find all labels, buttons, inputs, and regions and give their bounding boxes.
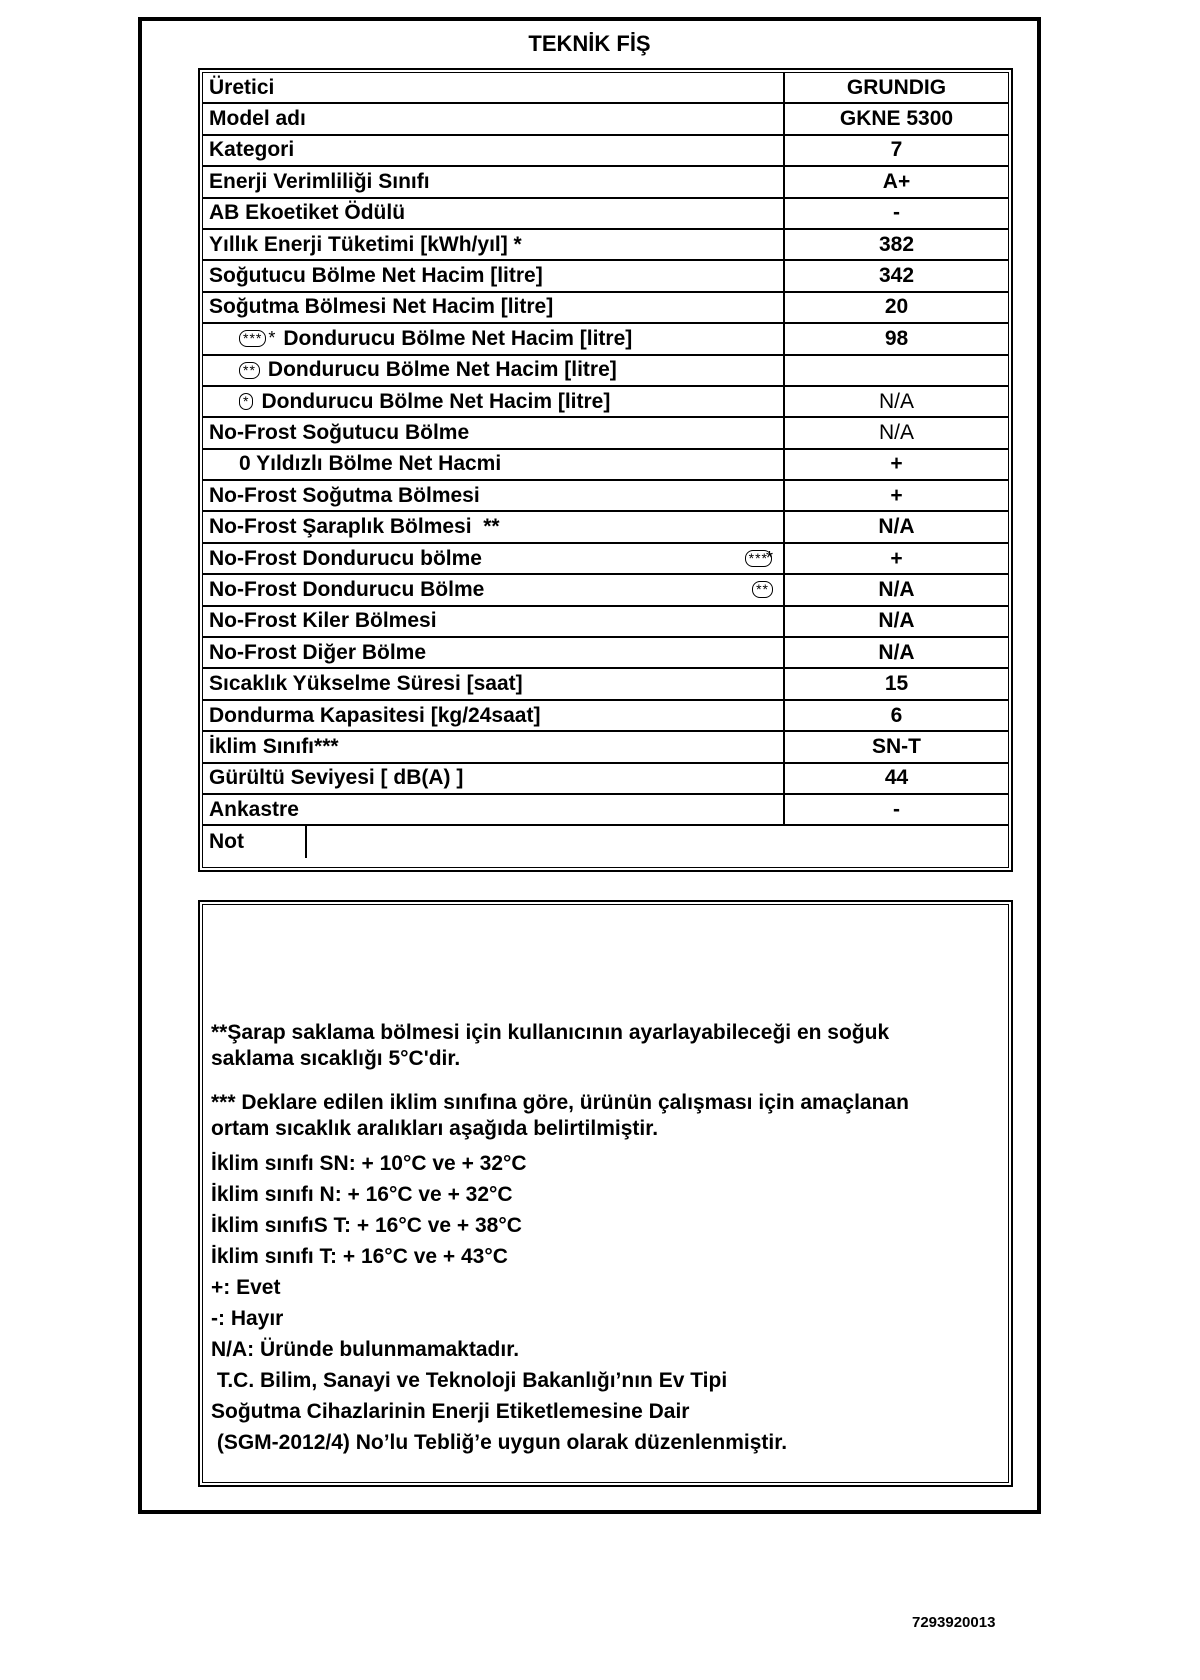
spec-label	[209, 795, 779, 824]
spec-label-text: Soğutucu Bölme Net Hacim [litre]	[209, 264, 543, 288]
climate-class-sn: İklim sınıfı SN: + 10°C ve + 32°C	[211, 1152, 527, 1175]
climate-class-n: İklim sınıfı N: + 16°C ve + 32°C	[211, 1183, 513, 1206]
spec-value: +	[890, 452, 903, 476]
spec-row	[203, 230, 1008, 261]
notes-text	[211, 1020, 1000, 1458]
spec-row	[203, 104, 1008, 135]
one-star-freezer-icon: *	[239, 393, 253, 410]
spec-label-text: Dondurma Kapasitesi [kg/24saat]	[209, 703, 541, 727]
spec-label	[209, 764, 779, 793]
spec-label	[239, 387, 809, 416]
specs-rows	[202, 72, 1009, 868]
spec-label-text: Soğutma Bölmesi Net Hacim [litre]	[209, 295, 554, 319]
spec-label-text: No-Frost Soğutma Bölmesi	[209, 483, 480, 507]
spec-row	[203, 73, 1008, 104]
spec-row	[203, 638, 1008, 669]
four-star-freezer-icon: ***	[239, 330, 266, 347]
spec-label	[209, 607, 779, 636]
star-tail-icon: *	[268, 328, 276, 349]
technical-sheet-frame	[138, 17, 1041, 1514]
two-star-freezer-icon: **	[752, 581, 773, 598]
star-tail-icon: *	[765, 548, 773, 569]
spec-label	[209, 732, 779, 761]
spec-label	[209, 826, 779, 857]
spec-row	[203, 512, 1008, 543]
spec-label-text: No-Frost Dondurucu Bölme	[209, 577, 485, 601]
spec-row	[203, 669, 1008, 700]
spec-value: 15	[884, 672, 909, 696]
spec-value: 20	[884, 295, 909, 319]
spec-row	[203, 199, 1008, 230]
spec-label	[209, 512, 779, 541]
spec-value: -	[893, 797, 900, 821]
spec-row	[203, 324, 1008, 355]
spec-value: 382	[878, 232, 915, 256]
regulation-line-3: (SGM-2012/4) No’lu Tebliğ’e uygun olarak düzenlenmiştir.	[211, 1431, 788, 1454]
spec-label-text: No-Frost Dondurucu bölme	[209, 546, 482, 570]
spec-label	[209, 230, 779, 259]
spec-row	[203, 136, 1008, 167]
spec-label	[209, 261, 779, 290]
spec-row	[203, 481, 1008, 512]
sheet-title: TEKNİK FİŞ	[528, 31, 651, 56]
spec-label-text: Ankastre	[209, 797, 299, 821]
document-code: 7293920013	[912, 1614, 996, 1631]
spec-label-text: No-Frost Soğutucu Bölme	[209, 420, 470, 444]
spec-label	[209, 73, 779, 102]
spec-value: 342	[878, 264, 915, 288]
spec-label-text: No-Frost Diğer Bölme	[209, 640, 427, 664]
spec-value: 44	[884, 766, 909, 790]
spec-label-text: 0 Yıldızlı Bölme Net Hacmi	[239, 452, 502, 476]
spec-label	[209, 575, 779, 604]
spec-label-text: No-Frost Şaraplık Bölmesi **	[209, 515, 500, 539]
spec-label	[239, 356, 809, 385]
spec-row	[203, 544, 1008, 575]
spec-label-text: Dondurucu Bölme Net Hacim [litre]	[283, 326, 633, 350]
spec-value: +	[890, 546, 903, 570]
spec-label-text: No-Frost Kiler Bölmesi	[209, 609, 437, 633]
spec-row	[203, 167, 1008, 198]
note-divider	[305, 826, 307, 857]
spec-row	[203, 575, 1008, 606]
spec-value: N/A	[878, 640, 915, 664]
spec-row	[203, 701, 1008, 732]
four-star-freezer-icon: ***	[745, 550, 772, 567]
climate-class-t: İklim sınıfı T: + 16°C ve + 43°C	[211, 1245, 508, 1268]
spec-row	[203, 607, 1008, 638]
spec-right-icon	[752, 575, 773, 604]
spec-value: 7	[890, 138, 903, 162]
spec-label	[209, 136, 779, 165]
spec-value: 6	[890, 703, 903, 727]
spec-row	[203, 732, 1008, 763]
notes-box	[198, 900, 1013, 1487]
spec-label	[209, 104, 779, 133]
spec-row	[203, 293, 1008, 324]
spec-value: 98	[884, 326, 909, 350]
legend-na: N/A: Üründe bulunmamaktadır.	[211, 1338, 520, 1361]
spec-label-text: Enerji Verimliliği Sınıfı	[209, 169, 430, 193]
spec-row	[203, 387, 1008, 418]
spec-value: N/A	[878, 515, 915, 539]
two-star-freezer-icon: **	[239, 362, 260, 379]
spec-label	[209, 701, 779, 730]
spec-value: N/A	[878, 420, 914, 444]
spec-value: SN-T	[872, 734, 921, 758]
spec-label-text: Dondurucu Bölme Net Hacim [litre]	[267, 358, 617, 382]
spec-value	[785, 356, 1008, 385]
spec-value: N/A	[878, 577, 915, 601]
spec-label	[209, 544, 779, 573]
spec-value: +	[890, 483, 903, 507]
climate-class-st: İklim sınıfıS T: + 16°C ve + 38°C	[211, 1214, 522, 1237]
spec-row	[203, 826, 1008, 857]
spec-label	[209, 199, 779, 228]
spec-label	[209, 669, 779, 698]
wine-note: **Şarap saklama bölmesi için kullanıcının ayarlayabileceği en soğuk saklama sıcaklığı 5°C'dir.	[211, 1021, 890, 1070]
spec-label	[239, 324, 809, 353]
spec-label-text: Gürültü Seviyesi [ dB(A) ]	[209, 766, 464, 790]
spec-value: A+	[882, 169, 911, 193]
spec-value: -	[893, 201, 900, 225]
regulation-line-2: Soğutma Cihazlarinin Enerji Etiketlemesine Dair	[211, 1400, 690, 1423]
spec-label	[239, 450, 809, 479]
spec-row	[203, 450, 1008, 481]
spec-label-text: Sıcaklık Yükselme Süresi [saat]	[209, 672, 523, 696]
spec-label	[209, 638, 779, 667]
spec-row	[203, 261, 1008, 292]
spec-right-icon	[745, 544, 773, 573]
spec-label-text: Model adı	[209, 107, 306, 131]
spec-label-text: AB Ekoetiket Ödülü	[209, 201, 406, 225]
notes-inner	[202, 904, 1009, 1483]
spec-label	[209, 293, 779, 322]
spec-label	[209, 418, 779, 447]
regulation-line-1: T.C. Bilim, Sanayi ve Teknoloji Bakanlığı’nın Ev Tipi	[211, 1369, 728, 1392]
spec-value: N/A	[878, 609, 915, 633]
spec-label-text: Kategori	[209, 138, 295, 162]
spec-value: N/A	[878, 389, 914, 413]
spec-label-text: Yıllık Enerji Tüketimi [kWh/yıl] *	[209, 232, 522, 256]
spec-label-text: İklim Sınıfı***	[209, 734, 339, 758]
spec-value: GRUNDIG	[846, 75, 947, 99]
spec-row	[203, 764, 1008, 795]
legend-no: -: Hayır	[211, 1307, 284, 1330]
spec-value: GKNE 5300	[839, 107, 954, 131]
spec-row	[203, 795, 1008, 826]
spec-label	[209, 167, 779, 196]
spec-label	[209, 481, 779, 510]
spec-row	[203, 356, 1008, 387]
climate-note: *** Deklare edilen iklim sınıfına göre, ürünün çalışması için amaçlanan ortam sıcaklık aralıkları aşağıda belirtilmiştir.	[211, 1091, 909, 1140]
spec-label-text: Üretici	[209, 75, 275, 99]
spec-label-text: Dondurucu Bölme Net Hacim [litre]	[261, 389, 611, 413]
specs-table	[198, 68, 1013, 872]
legend-yes: +: Evet	[211, 1276, 281, 1299]
spec-row	[203, 418, 1008, 449]
spec-label-text: Not	[209, 830, 244, 854]
